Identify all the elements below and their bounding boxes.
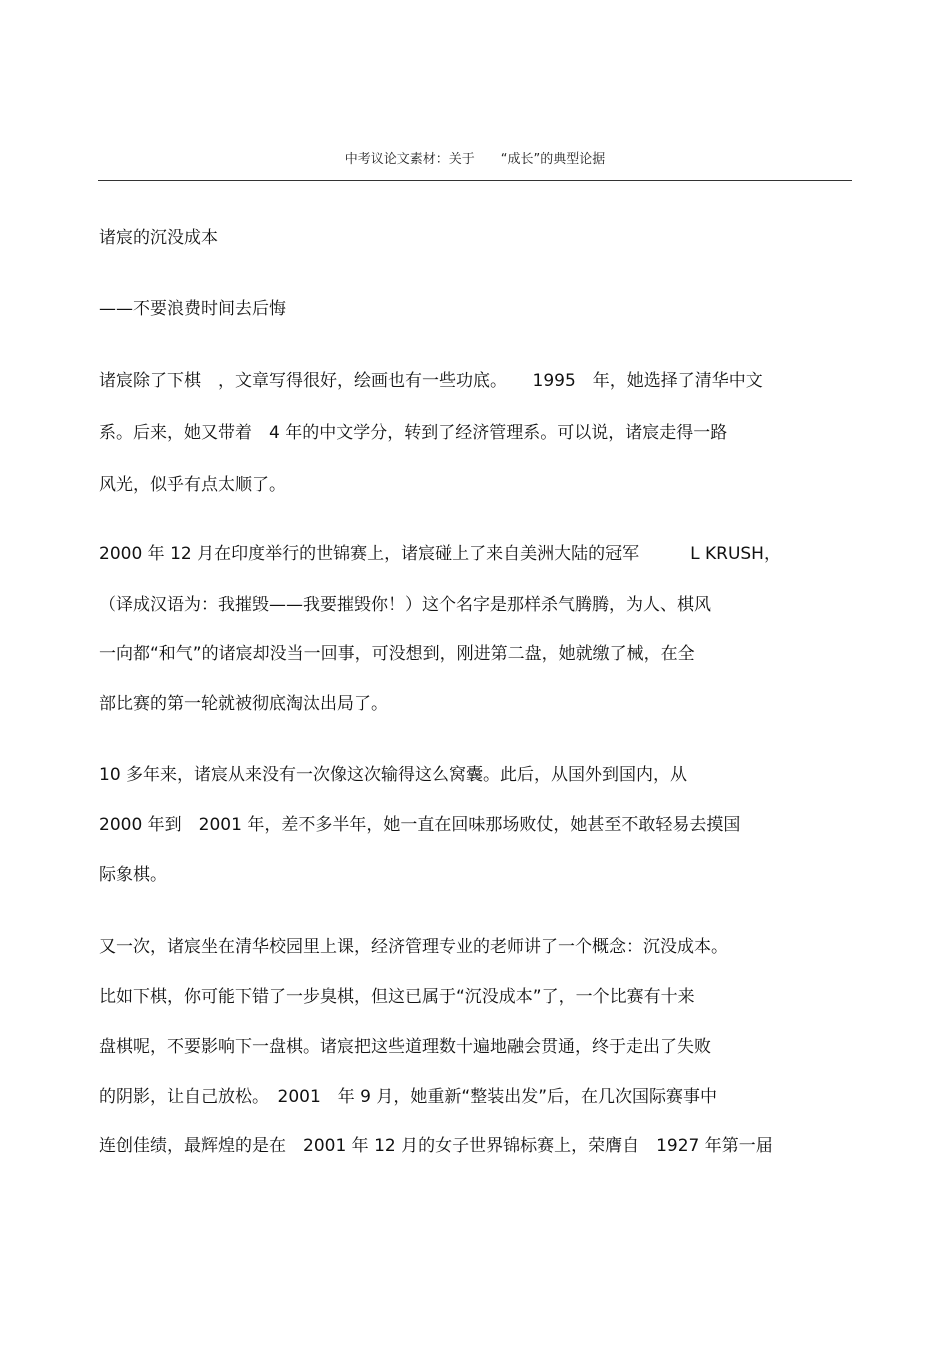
- paragraph-4-line-2: 比如下棋，你可能下错了一步臭棋，但这已属于“沉没成本”了，一个比赛有十来: [99, 987, 695, 1007]
- paragraph-4-line-5: 连创佳绩，最辉煌的是在 2001 年 12 月的女子世界锦标赛上，荣膺自 1927 年第一届: [99, 1136, 773, 1156]
- paragraph-3-line-1: 10 多年来，诸宸从来没有一次像这次输得这么窝囊。此后，从国外到国内，从: [99, 765, 688, 785]
- header-divider: [98, 180, 852, 181]
- paragraph-2-line-2: （译成汉语为：我摧毁——我要摧毁你！）这个名字是那样杀气腾腾，为人、棋风: [99, 595, 711, 615]
- paragraph-3-line-3: 际象棋。: [99, 865, 167, 885]
- paragraph-1-line-1: 诸宸除了下棋 ，文章写得很好，绘画也有一些功底。 1995 年，她选择了清华中文: [99, 371, 763, 391]
- paragraph-1-line-2: 系。后来，她又带着 4 年的中文学分，转到了经济管理系。可以说，诸宸走得一路: [99, 423, 728, 443]
- paragraph-2-line-1: 2000 年 12 月在印度举行的世锦赛上，诸宸碰上了来自美洲大陆的冠军 L KRUSH，: [99, 544, 781, 564]
- paragraph-4-line-4: 的阴影，让自己放松。 2001 年 9 月，她重新“整装出发”后，在几次国际赛事中: [99, 1087, 717, 1107]
- paragraph-4-line-3: 盘棋呢，不要影响下一盘棋。诸宸把这些道理数十遍地融会贯通，终于走出了失败: [99, 1037, 711, 1057]
- paragraph-2-line-3: 一向都“和气”的诸宸却没当一回事，可没想到，刚进第二盘，她就缴了械，在全: [99, 644, 695, 664]
- article-title: 诸宸的沉没成本: [99, 228, 218, 248]
- article-subtitle: ——不要浪费时间去后悔: [99, 299, 286, 319]
- paragraph-3-line-2: 2000 年到 2001 年，差不多半年，她一直在回味那场败仗，她甚至不敢轻易去摸国: [99, 815, 741, 835]
- page-header: 中考议论文素材：关于 “成长”的典型论据: [344, 152, 606, 167]
- paragraph-4-line-1: 又一次，诸宸坐在清华校园里上课，经济管理专业的老师讲了一个概念：沉没成本。: [99, 937, 728, 957]
- paragraph-2-line-4: 部比赛的第一轮就被彻底淘汰出局了。: [99, 694, 388, 714]
- paragraph-1-line-3: 风光，似乎有点太顺了。: [99, 475, 286, 495]
